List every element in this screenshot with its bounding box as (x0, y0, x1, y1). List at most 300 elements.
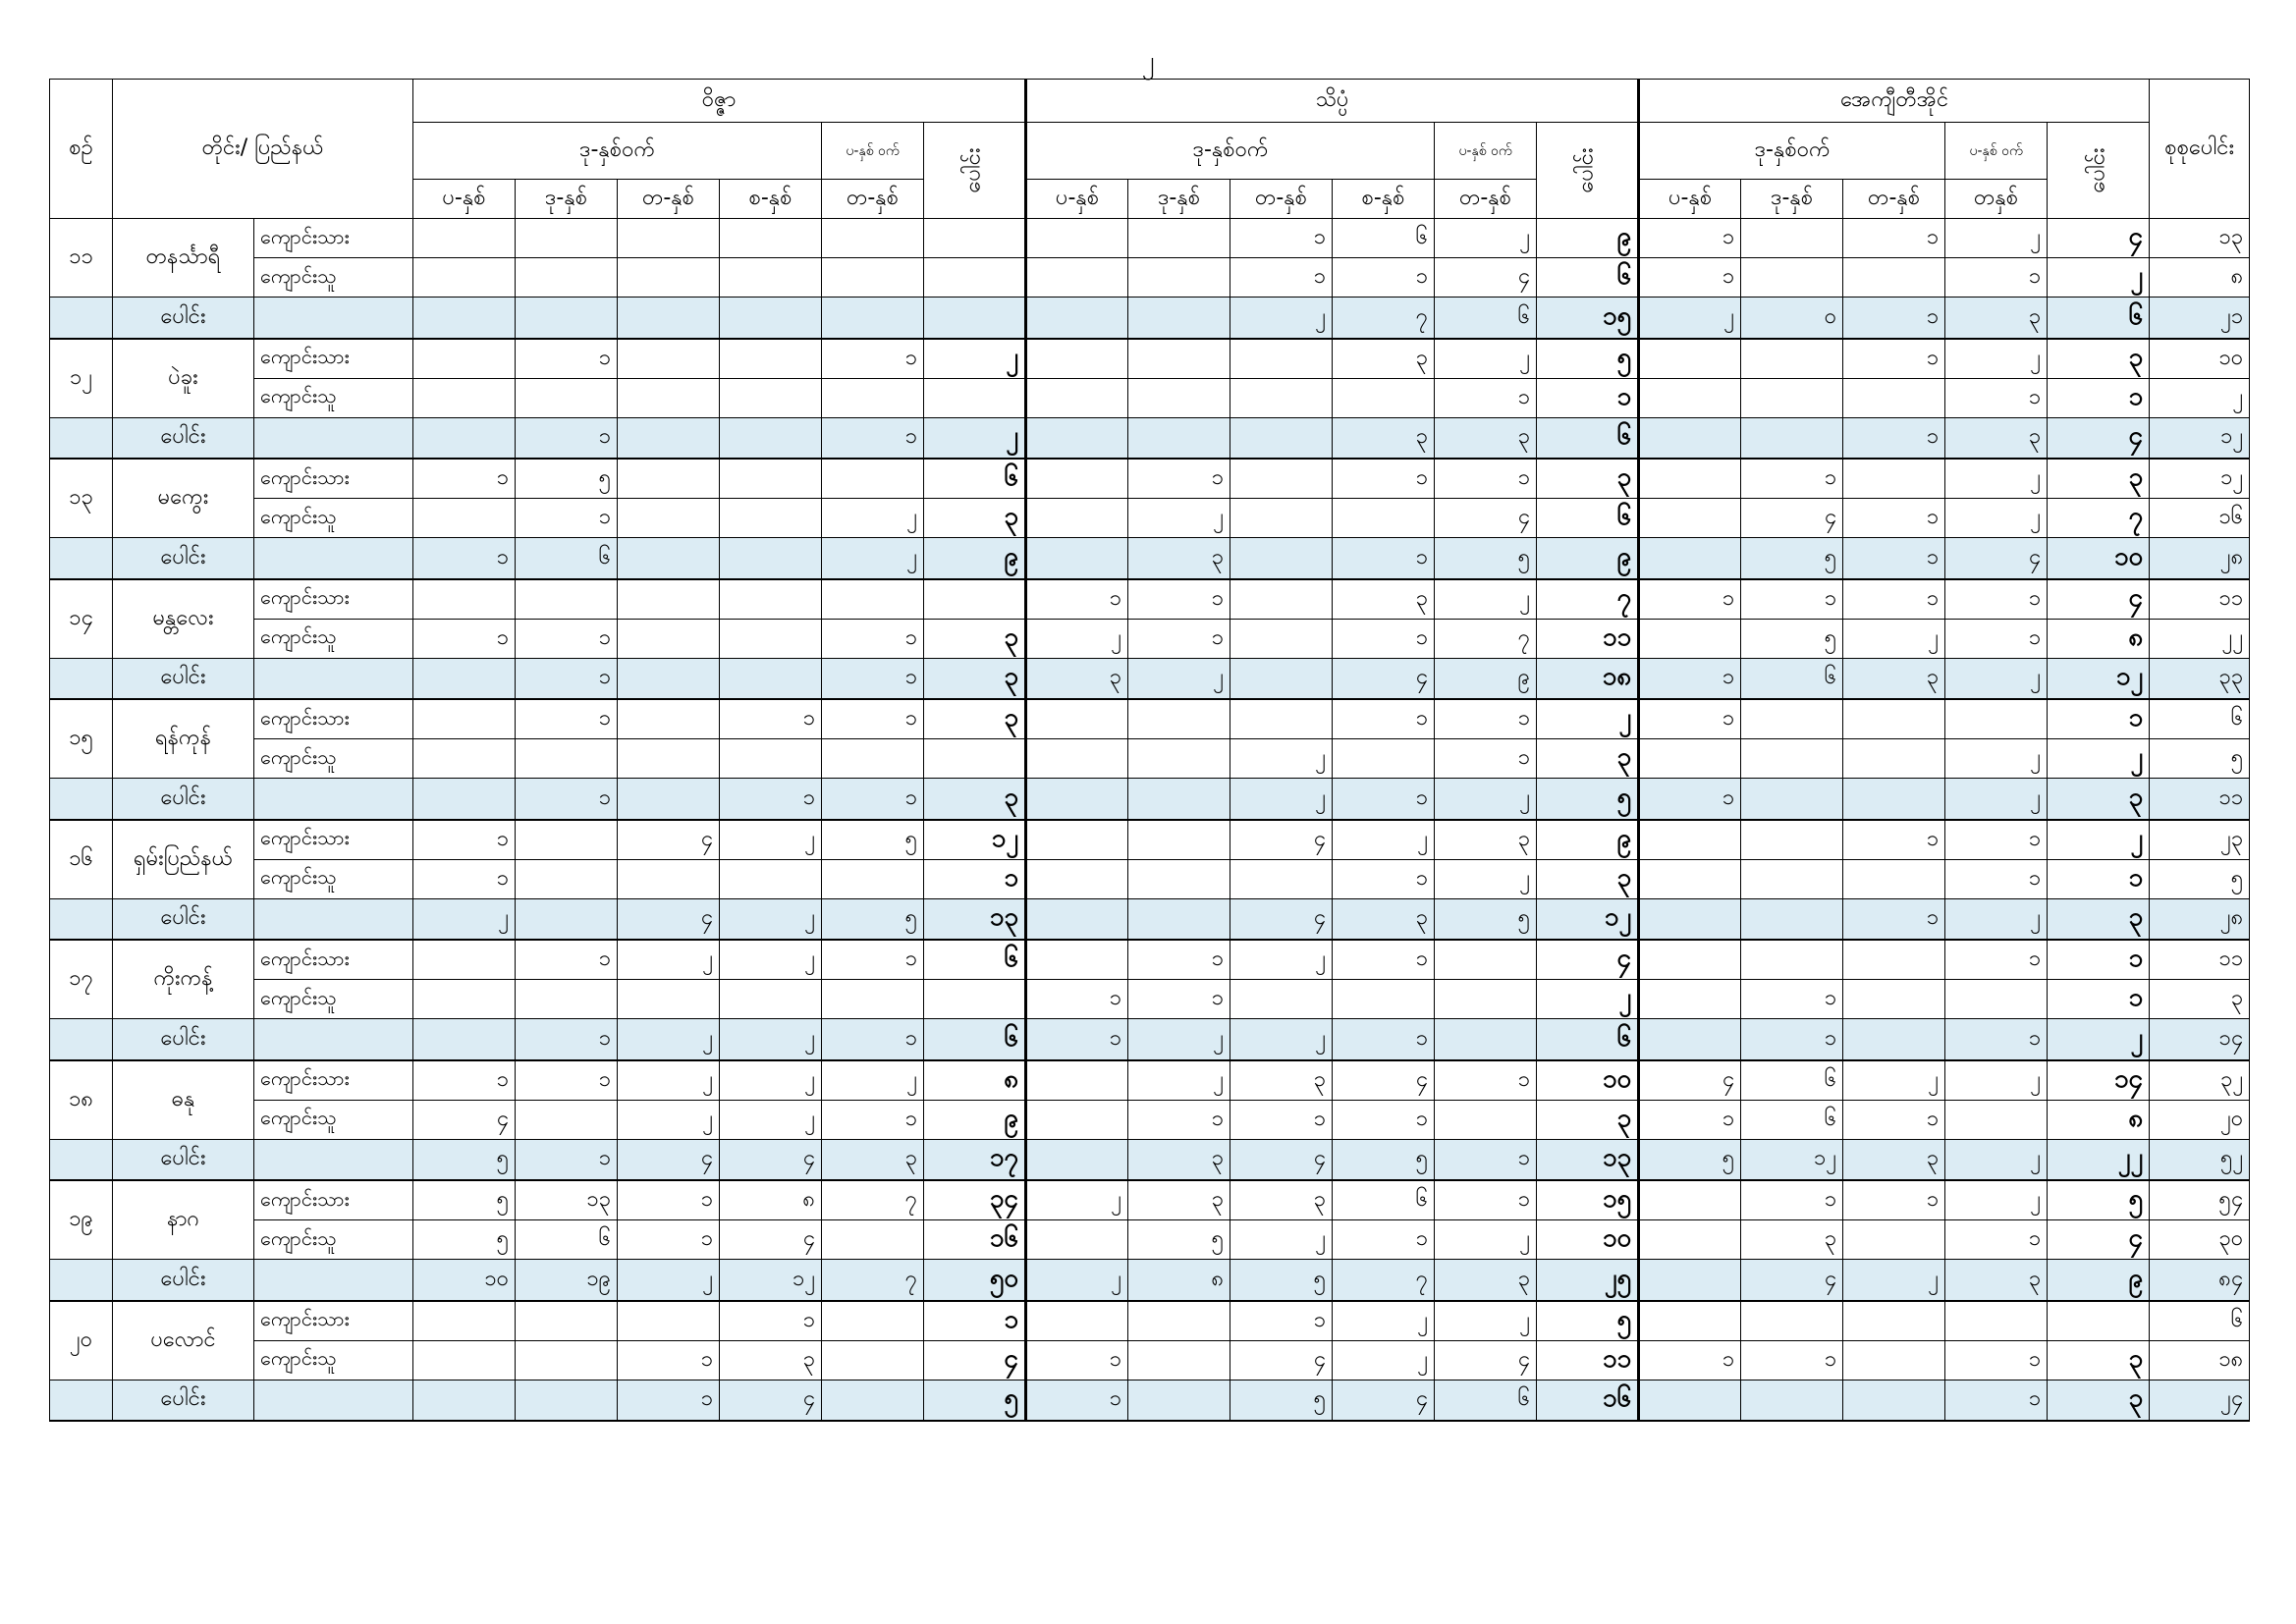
data-cell (822, 298, 924, 339)
sum-label: ပေါင်း (113, 538, 254, 579)
data-cell (516, 378, 618, 417)
data-cell: ၁ (1843, 1100, 1945, 1139)
female-label: ကျောင်းသူ (254, 378, 413, 417)
data-cell (1843, 980, 1945, 1019)
region-sum-row (50, 1260, 2250, 1301)
data-cell: ၆ (1741, 658, 1843, 699)
female-label: ကျောင်းသူ (254, 499, 413, 538)
data-cell (1128, 699, 1230, 739)
data-cell: ၂ (1128, 1060, 1230, 1101)
group-total-cell: ၄ (2048, 219, 2150, 258)
grand-total-cell: ၅ (2150, 739, 2250, 779)
data-cell (618, 1301, 720, 1341)
data-cell: ၁ (618, 1340, 720, 1380)
table-row (50, 499, 2250, 538)
data-cell: ၄ (720, 1139, 822, 1180)
data-cell (618, 980, 720, 1019)
data-cell (1026, 219, 1128, 258)
table-row (50, 219, 2250, 258)
data-cell (1843, 1301, 1945, 1341)
grand-total-cell: ၈ (2150, 258, 2250, 298)
male-label: ကျောင်းသား (254, 1180, 413, 1220)
data-cell (1741, 859, 1843, 898)
group-total-cell: ၂၅ (1537, 1260, 1639, 1301)
data-cell: ၅ (1230, 1380, 1333, 1421)
grand-total-cell: ၃၂ (2150, 1060, 2250, 1101)
data-cell: ၁ (1435, 1139, 1537, 1180)
group-total-cell: ၁၄ (2048, 1060, 2150, 1101)
data-cell: ၄ (1741, 1260, 1843, 1301)
data-cell (1026, 699, 1128, 739)
data-cell: ၅ (1639, 1139, 1741, 1180)
group-total-cell: ၉ (1537, 820, 1639, 860)
group-total-cell: ၄ (2048, 417, 2150, 459)
data-cell (413, 658, 516, 699)
data-cell: ၅ (822, 898, 924, 940)
data-cell: ၁၂ (720, 1260, 822, 1301)
data-cell (1843, 1220, 1945, 1260)
data-cell: ၁ (1128, 579, 1230, 620)
data-cell: ၁ (822, 1100, 924, 1139)
total-header-third: ပေါင်း (2048, 123, 2150, 219)
group-total-cell: ၃ (2048, 459, 2150, 499)
data-cell: ၆ (1435, 1380, 1537, 1421)
data-cell: ၁ (720, 779, 822, 820)
data-cell: ၄ (1741, 499, 1843, 538)
group-total-cell: ၇ (1537, 579, 1639, 620)
group-total-cell (924, 579, 1026, 620)
data-cell: ၁ (720, 1301, 822, 1341)
data-cell: ၆ (516, 538, 618, 579)
data-cell: ၂ (1945, 1060, 2048, 1101)
data-cell (1026, 1220, 1128, 1260)
data-cell: ၃ (1741, 1220, 1843, 1260)
data-cell: ၂ (1435, 219, 1537, 258)
grand-total-cell: ၈၄ (2150, 1260, 2250, 1301)
data-cell (1026, 940, 1128, 980)
data-cell (618, 339, 720, 379)
group-total-cell: ၂ (924, 339, 1026, 379)
region-name: ပလောင် (113, 1301, 254, 1380)
year-col-header: ဒု-နှစ် (516, 180, 618, 219)
group-total-cell: ၉ (924, 538, 1026, 579)
group-total-cell: ၈ (2048, 1100, 2150, 1139)
data-cell: ၁ (413, 459, 516, 499)
data-cell: ၁ (822, 779, 924, 820)
data-cell (1639, 898, 1741, 940)
sum-label: ပေါင်း (113, 658, 254, 699)
data-cell: ၂ (1435, 859, 1537, 898)
data-cell: ၁ (1435, 1180, 1537, 1220)
data-cell (618, 258, 720, 298)
empty-cell (254, 1139, 413, 1180)
data-cell (1435, 940, 1537, 980)
subgroup-header-science: ဒု-နှစ်ဝက် (1026, 123, 1435, 180)
year-col-header: ဒု-နှစ် (1741, 180, 1843, 219)
data-cell: ၁ (516, 417, 618, 459)
empty-cell (50, 1139, 113, 1180)
group-total-cell: ၃ (1537, 739, 1639, 779)
table-header (50, 80, 2250, 219)
data-cell: ၁ (516, 779, 618, 820)
region-sum-row (50, 1019, 2250, 1060)
data-cell (413, 258, 516, 298)
data-cell: ၁ (1333, 1100, 1435, 1139)
data-cell (822, 1220, 924, 1260)
data-cell (1741, 219, 1843, 258)
data-cell: ၅ (1741, 619, 1843, 658)
group-total-cell: ၆ (1537, 1019, 1639, 1060)
group-total-cell: ၃ (2048, 339, 2150, 379)
data-cell: ၁ (516, 940, 618, 980)
data-cell: ၁ (1333, 1019, 1435, 1060)
table-row (50, 940, 2250, 980)
data-cell: ၁ (516, 658, 618, 699)
grand-total-cell: ၃ (2150, 980, 2250, 1019)
data-cell: ၂ (1333, 820, 1435, 860)
data-cell: ၃ (1230, 1180, 1333, 1220)
year-col-header: ပ-နှစ် (1026, 180, 1128, 219)
sum-label: ပေါင်း (113, 1139, 254, 1180)
data-cell (1945, 980, 2048, 1019)
region-number: ၁၄ (50, 579, 113, 659)
data-cell (1639, 820, 1741, 860)
male-label: ကျောင်းသား (254, 219, 413, 258)
data-cell: ၁ (1435, 699, 1537, 739)
group-total-cell: ၁၈ (1537, 658, 1639, 699)
group-total-cell: ၆ (1537, 258, 1639, 298)
table-row (50, 1100, 2250, 1139)
data-cell: ၁ (1843, 538, 1945, 579)
data-cell (516, 820, 618, 860)
grand-total-cell: ၆ (2150, 1301, 2250, 1341)
empty-cell (50, 658, 113, 699)
data-cell (1843, 1340, 1945, 1380)
group-total-cell (924, 739, 1026, 779)
page-number: ၂ (1141, 46, 1155, 76)
data-cell (1639, 417, 1741, 459)
region-name: တနင်္သာရီ (113, 219, 254, 298)
data-cell (1026, 258, 1128, 298)
data-cell: ၁ (1333, 1220, 1435, 1260)
data-cell (720, 378, 822, 417)
data-cell: ၆ (1333, 1180, 1435, 1220)
group-total-cell: ၁၂ (924, 820, 1026, 860)
group-total-cell: ၂ (924, 417, 1026, 459)
data-cell (822, 378, 924, 417)
data-cell: ၂ (1435, 1301, 1537, 1341)
empty-cell (254, 298, 413, 339)
data-cell: ၁ (1333, 699, 1435, 739)
data-cell: ၁ (1230, 1301, 1333, 1341)
data-cell: ၂ (1945, 339, 2048, 379)
group-total-cell: ၆ (924, 459, 1026, 499)
col-no-header: စဉ် (50, 80, 113, 219)
data-cell: ၁ (1945, 579, 2048, 620)
empty-cell (50, 779, 113, 820)
data-cell (1945, 699, 2048, 739)
data-cell (1230, 699, 1333, 739)
table-row (50, 820, 2250, 860)
data-cell (1639, 499, 1741, 538)
group-header-arts: ဝိဇ္ဇာ (413, 80, 1026, 123)
data-cell: ၅ (1333, 1139, 1435, 1180)
table-row (50, 619, 2250, 658)
data-cell: ၈ (720, 1180, 822, 1220)
group-total-cell: ၆ (924, 1019, 1026, 1060)
group-total-cell: ၈ (2048, 619, 2150, 658)
grand-total-cell: ၆ (2150, 699, 2250, 739)
data-cell (413, 739, 516, 779)
sum-label: ပေါင်း (113, 417, 254, 459)
data-cell: ၂ (1435, 579, 1537, 620)
data-cell (720, 499, 822, 538)
data-cell: ၁ (1945, 378, 2048, 417)
group-total-cell: ၁၃ (924, 898, 1026, 940)
group-total-cell: ၃ (924, 499, 1026, 538)
data-cell: ၃ (1128, 1139, 1230, 1180)
grand-total-cell: ၁၈ (2150, 1340, 2250, 1380)
data-cell: ၁ (1843, 499, 1945, 538)
female-label: ကျောင်းသူ (254, 859, 413, 898)
data-cell: ၁ (1435, 739, 1537, 779)
half-year-header-science: ပ-နှစ် ဝက် (1435, 123, 1537, 180)
data-cell: ၁၃ (516, 1180, 618, 1220)
data-cell: ၂ (1843, 1260, 1945, 1301)
data-cell (1128, 298, 1230, 339)
data-cell: ၃ (1333, 339, 1435, 379)
table-row (50, 859, 2250, 898)
data-cell: ၄ (618, 820, 720, 860)
data-cell: ၁၀ (413, 1260, 516, 1301)
data-cell (720, 619, 822, 658)
group-total-cell: ၁၅ (1537, 1180, 1639, 1220)
group-total-cell: ၂ (2048, 820, 2150, 860)
data-cell (516, 219, 618, 258)
data-cell (413, 378, 516, 417)
table-row (50, 258, 2250, 298)
data-cell: ၁ (1639, 779, 1741, 820)
data-cell (1639, 1260, 1741, 1301)
data-cell (1026, 499, 1128, 538)
data-cell: ၁ (618, 1220, 720, 1260)
empty-cell (254, 1019, 413, 1060)
data-cell: ၁ (1639, 1340, 1741, 1380)
data-cell (1128, 417, 1230, 459)
empty-cell (50, 1380, 113, 1421)
enrollment-table (49, 79, 2250, 1422)
empty-cell (254, 779, 413, 820)
data-cell: ၁ (1333, 538, 1435, 579)
grand-total-cell: ၅၂ (2150, 1139, 2250, 1180)
data-cell: ၈ (1128, 1260, 1230, 1301)
data-cell: ၁ (1945, 820, 2048, 860)
table-row (50, 378, 2250, 417)
data-cell: ၁ (413, 538, 516, 579)
data-cell (720, 219, 822, 258)
data-cell (1128, 339, 1230, 379)
data-cell: ၄ (618, 1139, 720, 1180)
data-cell (1639, 980, 1741, 1019)
empty-cell (254, 1260, 413, 1301)
data-cell: ၂ (1026, 1260, 1128, 1301)
table-body (50, 219, 2250, 1422)
group-total-cell: ၅ (1537, 1301, 1639, 1341)
group-total-cell: ၄ (924, 1340, 1026, 1380)
data-cell: ၄ (1230, 820, 1333, 860)
group-total-cell: ၅ (2048, 1180, 2150, 1220)
region-sum-row (50, 779, 2250, 820)
data-cell (1026, 779, 1128, 820)
data-cell (1639, 1019, 1741, 1060)
data-cell: ၂ (1945, 1180, 2048, 1220)
data-cell (516, 739, 618, 779)
data-cell (413, 579, 516, 620)
data-cell: ၁ (1843, 898, 1945, 940)
data-cell: ၁ (1741, 459, 1843, 499)
data-cell (1843, 779, 1945, 820)
data-cell (720, 459, 822, 499)
data-cell (1843, 699, 1945, 739)
data-cell: ၁ (516, 1019, 618, 1060)
data-cell (413, 1380, 516, 1421)
group-total-cell: ၉ (2048, 1260, 2150, 1301)
data-cell (822, 1301, 924, 1341)
data-cell (413, 940, 516, 980)
year-col-header: ပ-နှစ် (1639, 180, 1741, 219)
group-total-cell: ၃ (924, 779, 1026, 820)
group-total-cell: ၁၁ (1537, 1340, 1639, 1380)
grand-total-cell: ၁၀ (2150, 339, 2250, 379)
region-sum-row (50, 898, 2250, 940)
data-cell: ၄ (1435, 1340, 1537, 1380)
data-cell: ၂ (413, 898, 516, 940)
data-cell: ၂ (720, 940, 822, 980)
group-total-cell: ၅ (1537, 779, 1639, 820)
half-year-header-third: ပ-နှစ် ဝက် (1945, 123, 2048, 180)
data-cell (1639, 339, 1741, 379)
data-cell (413, 219, 516, 258)
grand-total-cell: ၂၁ (2150, 298, 2250, 339)
empty-cell (50, 1260, 113, 1301)
data-cell: ၁ (1639, 219, 1741, 258)
year-col-header: တနှစ် (1945, 180, 2048, 219)
data-cell (618, 619, 720, 658)
data-cell: ၄ (1333, 1380, 1435, 1421)
grand-total-cell: ၂၃ (2150, 820, 2250, 860)
group-total-cell: ၄ (2048, 1220, 2150, 1260)
data-cell: ၁၉ (516, 1260, 618, 1301)
data-cell: ၂ (720, 820, 822, 860)
female-label: ကျောင်းသူ (254, 619, 413, 658)
region-number: ၂၀ (50, 1301, 113, 1380)
year-col-header: စ-နှစ် (720, 180, 822, 219)
data-cell (413, 1301, 516, 1341)
data-cell: ၂ (1945, 739, 2048, 779)
grand-total-cell: ၂၈ (2150, 538, 2250, 579)
data-cell: ၁ (1945, 619, 2048, 658)
data-cell (1026, 459, 1128, 499)
data-cell: ၁ (516, 699, 618, 739)
data-cell: ၁ (1026, 579, 1128, 620)
group-total-cell: ၂ (2048, 739, 2150, 779)
male-label: ကျောင်းသား (254, 699, 413, 739)
data-cell: ၇ (822, 1180, 924, 1220)
data-cell (1333, 378, 1435, 417)
year-col-header: တ-နှစ် (822, 180, 924, 219)
data-cell: ၁ (516, 619, 618, 658)
data-cell: ၁ (618, 1180, 720, 1220)
data-cell: ၁ (1843, 339, 1945, 379)
data-cell: ၇ (1333, 298, 1435, 339)
data-cell (720, 538, 822, 579)
data-cell: ၂ (618, 1060, 720, 1101)
data-cell (1639, 538, 1741, 579)
data-cell (1026, 898, 1128, 940)
table-row (50, 699, 2250, 739)
region-number: ၁၇ (50, 940, 113, 1019)
data-cell: ၁ (822, 417, 924, 459)
data-cell: ၂ (1945, 219, 2048, 258)
data-cell: ၂ (720, 898, 822, 940)
data-cell (413, 339, 516, 379)
grand-total-cell: ၃၃ (2150, 658, 2250, 699)
data-cell: ၄ (720, 1380, 822, 1421)
region-sum-row (50, 417, 2250, 459)
sum-label: ပေါင်း (113, 1380, 254, 1421)
sum-label: ပေါင်း (113, 1260, 254, 1301)
data-cell: ၆ (1741, 1100, 1843, 1139)
group-total-cell: ၁ (1537, 378, 1639, 417)
group-total-cell: ၆ (1537, 499, 1639, 538)
data-cell: ၁ (1333, 779, 1435, 820)
data-cell (1741, 417, 1843, 459)
data-cell (720, 658, 822, 699)
group-total-cell: ၁ (924, 1301, 1026, 1341)
data-cell (413, 1340, 516, 1380)
group-total-cell: ၅၀ (924, 1260, 1026, 1301)
data-cell (618, 417, 720, 459)
group-total-cell: ၁၃ (1537, 1139, 1639, 1180)
data-cell: ၂ (618, 1100, 720, 1139)
data-cell: ၃ (1230, 1060, 1333, 1101)
group-total-cell: ၉ (1537, 219, 1639, 258)
group-total-cell: ၁၁ (1537, 619, 1639, 658)
col-region-header: တိုင်း/ ပြည်နယ် (113, 80, 413, 219)
group-total-cell (924, 258, 1026, 298)
data-cell: ၅ (1435, 538, 1537, 579)
data-cell: ၄ (1435, 258, 1537, 298)
data-cell: ၅ (1128, 1220, 1230, 1260)
data-cell: ၂ (1945, 1139, 2048, 1180)
data-cell: ၄ (1435, 499, 1537, 538)
table-row (50, 980, 2250, 1019)
data-cell: ၁ (1435, 378, 1537, 417)
table-row (50, 1301, 2250, 1341)
data-cell (1639, 1380, 1741, 1421)
data-cell: ၂ (1230, 940, 1333, 980)
data-cell (516, 579, 618, 620)
region-number: ၁၂ (50, 339, 113, 418)
data-cell (618, 658, 720, 699)
group-total-cell: ၃ (2048, 1380, 2150, 1421)
female-label: ကျောင်းသူ (254, 1340, 413, 1380)
data-cell (1128, 378, 1230, 417)
grand-total-cell: ၁၁ (2150, 579, 2250, 620)
data-cell (1843, 739, 1945, 779)
data-cell (1639, 1220, 1741, 1260)
data-cell (1741, 739, 1843, 779)
